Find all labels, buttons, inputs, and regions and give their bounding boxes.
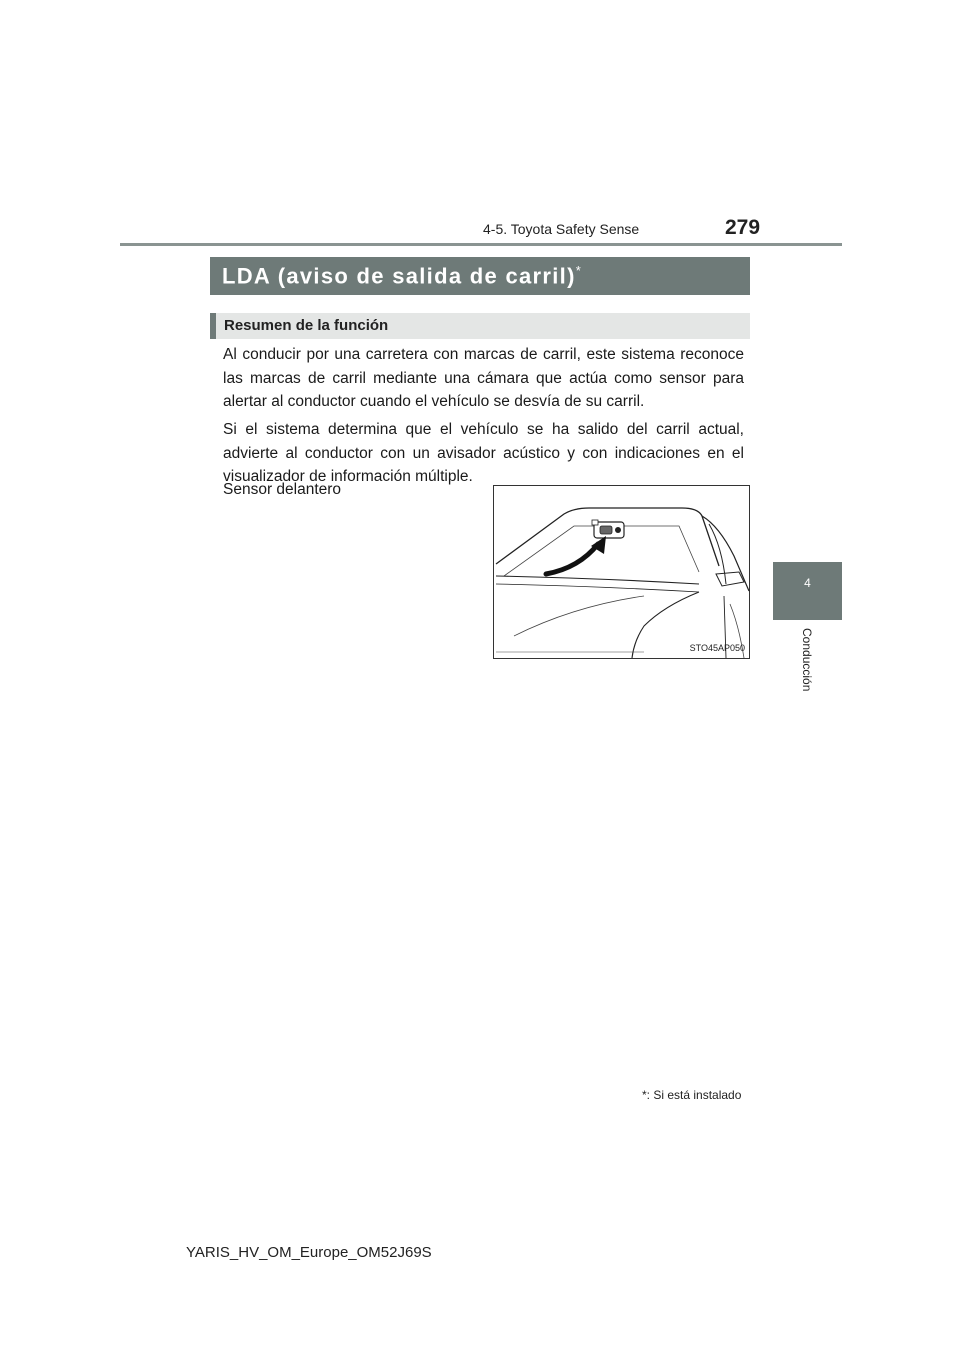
page-number: 279: [725, 216, 761, 239]
body-paragraph-2: Si el sistema determina que el vehículo se ha salido del carril actual, advierte al conductor con un avisador acústico y con indicaciones en el visualizador de información múltiple.: [223, 421, 744, 485]
installed-option-marker: *: [575, 263, 583, 278]
section-title-bar: [210, 257, 750, 295]
footnote: [642, 1088, 741, 1102]
chapter-label: Conducción: [800, 628, 814, 692]
figure-caption: Sensor delantero: [223, 481, 342, 498]
section-title-text: LDA (aviso de salida de carril): [222, 263, 576, 289]
subsection-bar: [210, 313, 750, 339]
header-section-title: 4-5. Toyota Safety Sense: [483, 221, 640, 237]
section-title: [222, 263, 582, 289]
body-paragraph-1: Al conducir por una carretera con marcas de carril, este sistema reconoce las marcas de carril mediante una cámara que actúa como sensor para alertar al conductor cuando el vehículo se desvía de su carril.: [223, 346, 744, 410]
figure-code: STO45AP050: [689, 643, 745, 653]
front-sensor-illustration: [493, 485, 750, 659]
document-id: YARIS_HV_OM_Europe_OM52J69S: [186, 1244, 432, 1261]
footnote-marker: *: [642, 1088, 647, 1102]
header-divider: [120, 243, 842, 246]
footnote-text: : Si está instalado: [646, 1088, 742, 1102]
windshield-drawing: [494, 486, 751, 660]
subsection-accent: [210, 313, 216, 339]
subsection-title: Resumen de la función: [224, 317, 389, 334]
chapter-tab[interactable]: [773, 562, 842, 620]
chapter-number: 4: [804, 576, 811, 590]
